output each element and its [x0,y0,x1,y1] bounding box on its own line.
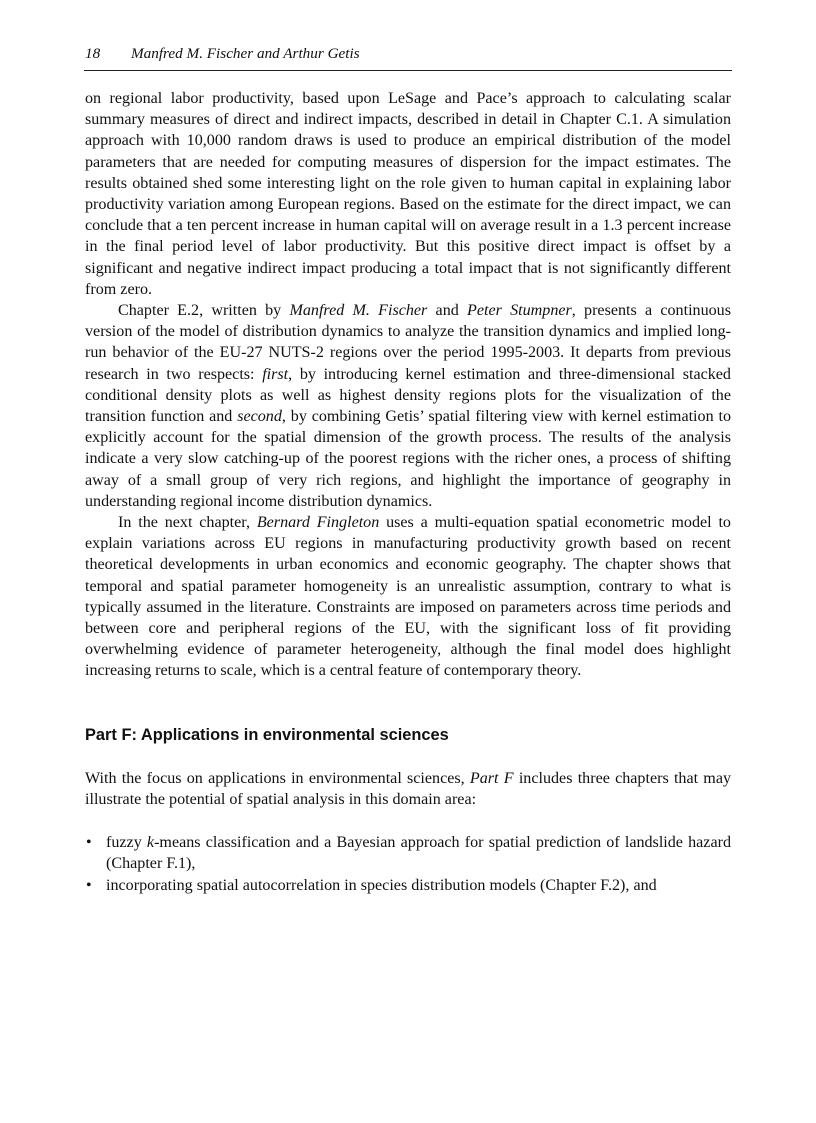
section-heading: Part F: Applications in environmental sciences [85,725,449,744]
bullet-icon: • [86,834,92,852]
running-header [85,44,731,64]
page-number: 18 [85,45,101,62]
italic-text: Manfred M. Fischer [289,302,428,320]
header-rule [84,70,732,71]
paragraph: on regional labor productivity, based upon LeSage and Pace’s approach to calculating scalar summary measures of direct and indirect impacts, described in detail in Chapter C.1. A simulation approach with 10,000 random draws is used to produce an empirical distribution of the model parameters that are needed for computing measures of dispersion for the impact estimates. The results obtained shed some interesting light on the role given to human capital in explaining labor productivity variation among European regions. Based on the estimate for the direct impact, we can conclude that a ten percent increase in human capital will on average result in a 1.3 percent increase in the final period level of labor productivity. But this positive direct impact is offset by a significant and negative indirect impact producing a total impact that is not significantly different from zero. [85,90,731,298]
paragraph: Chapter E.2, written by Manfred M. Fischer and Peter Stumpner, presents a continuous version of the model of distribution dynamics to analyze the transition dynamics and implied long-run behavior of the EU-27 NUTS-2 regions over the period 1995-2003. It departs from previous research in two respects: first, by introducing kernel estimation and three-dimensional stacked conditional density plots as well as highest density regions plots for the visualization of the transition function and second, by combining Getis’ spatial filtering view with kernel estimation to explicitly account for the spatial dimension of the growth process. The results of the analysis indicate a very slow catching-up of the poorest regions with the richer ones, a process of shifting away of a small group of very rich regions, and highlight the importance of geography in understanding regional income distribution dynamics. [85,302,731,510]
body-text [85,88,731,896]
list-item-text: incorporating spatial autocorrelation in species distribution models (Chapter F.2), and [106,876,657,894]
section-intro: With the focus on applications in environmental sciences, Part F includes three chapters that may illustrate the potential of spatial analysis in this domain area: [85,769,732,808]
list-item [85,832,731,874]
bullet-list [85,832,731,896]
running-title: Manfred M. Fischer and Arthur Getis [131,45,360,62]
italic-text: first [262,365,289,383]
list-item-text: fuzzy k-means classification and a Bayesian approach for spatial prediction of landslide hazard (Chapter F.1), [106,834,732,873]
list-item [85,875,731,896]
italic-text: Bernard Fingleton [256,514,380,532]
italic-text: Peter Stumpner [467,302,572,320]
italic-text: Part F [469,769,514,787]
italic-text: k [146,834,155,852]
italic-text: second [237,408,282,426]
bullet-icon: • [86,876,92,894]
paragraph: In the next chapter, Bernard Fingleton uses a multi-equation spatial econometric model to explain variations across EU regions in manufacturing productivity growth based on recent theoretical developments in urban economics and economic geography. The chapter shows that temporal and spatial parameter homogeneity is an unrealistic assumption, contrary to what is typically assumed in the literature. Constraints are imposed on parameters across time periods and between core and peripheral regions of the EU, with the significant loss of fit providing overwhelming evidence of parameter heterogeneity, although the final model does highlight increasing returns to scale, which is a central feature of contemporary theory. [85,514,731,680]
